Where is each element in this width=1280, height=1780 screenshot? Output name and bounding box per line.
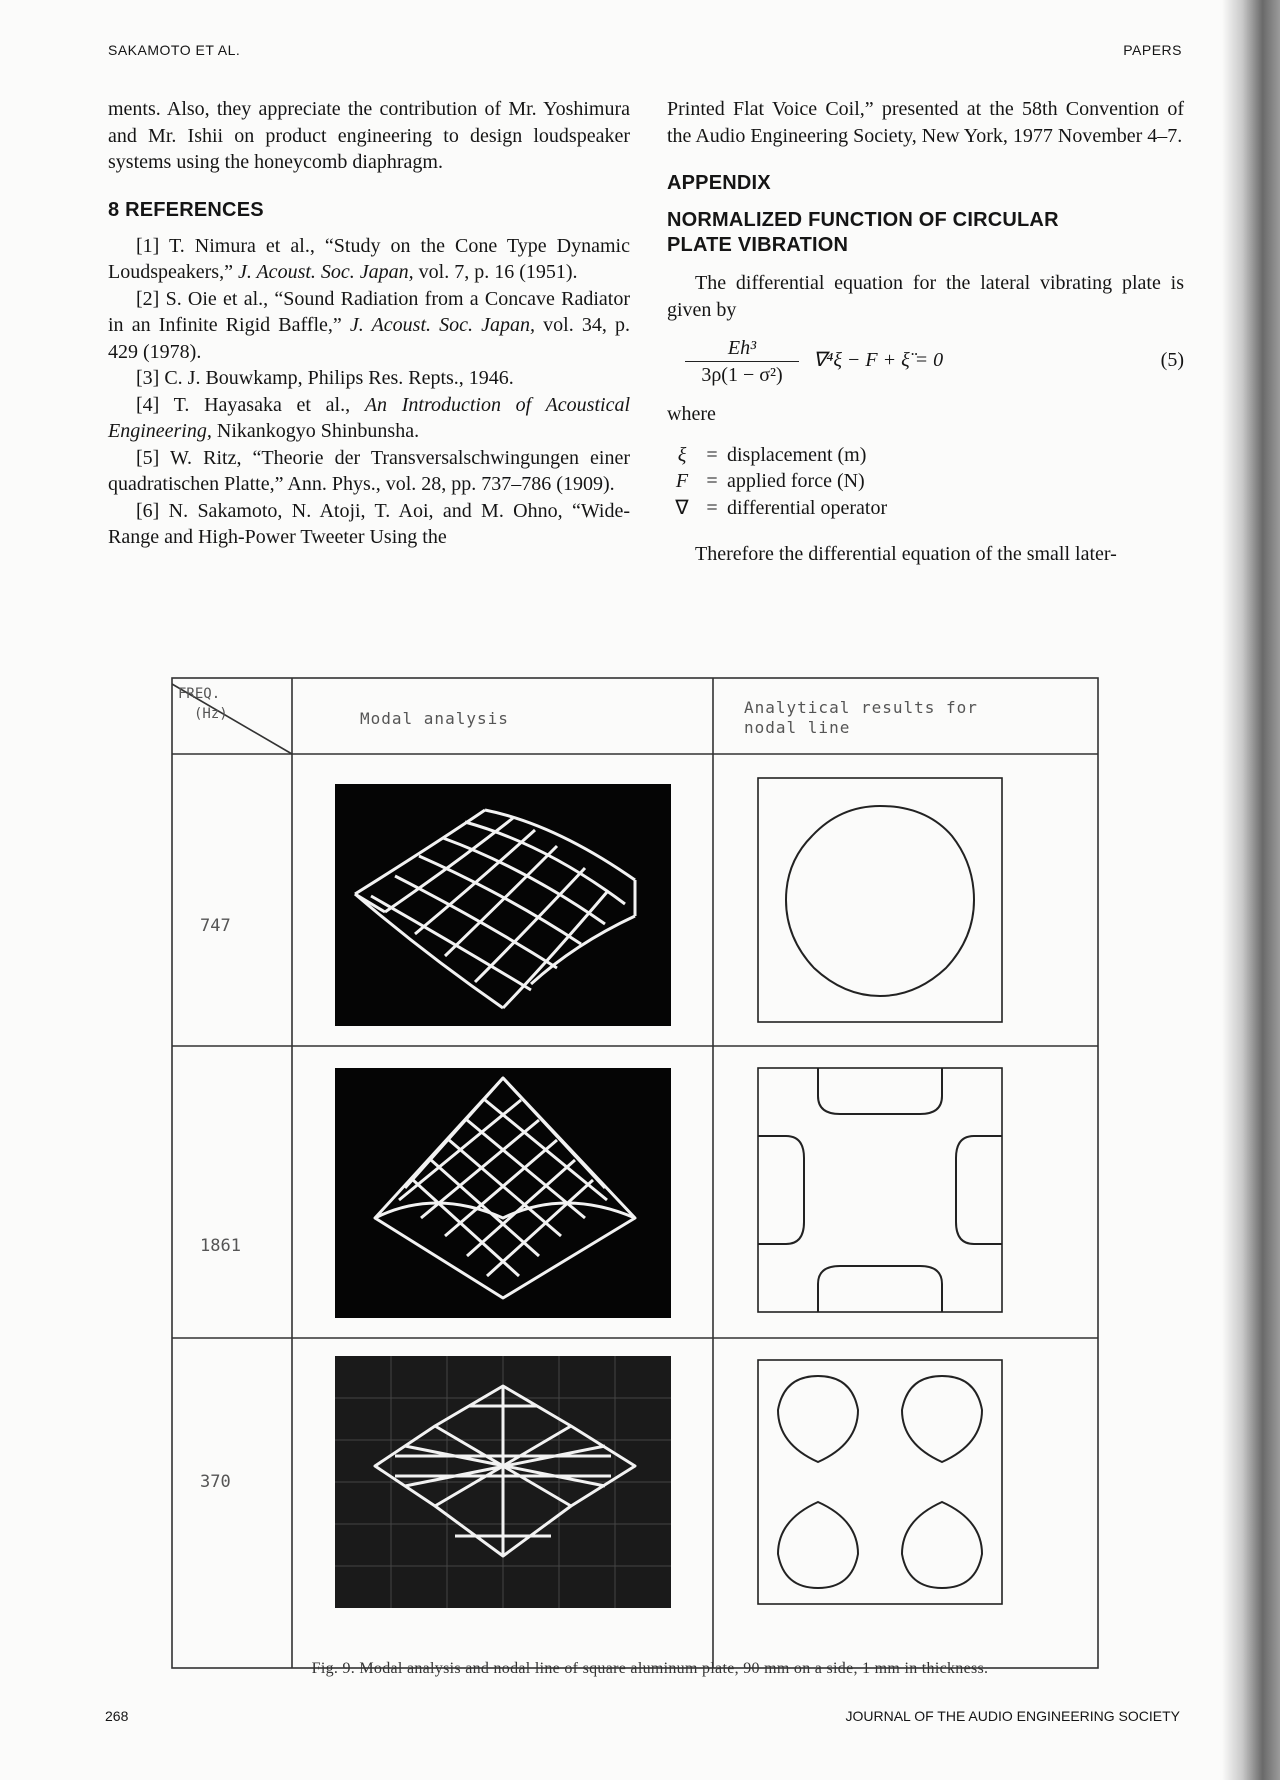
modal-analysis-header: Modal analysis <box>360 709 509 728</box>
definition-row <box>667 495 1184 522</box>
definition-row <box>667 442 1184 469</box>
freq-column-header: FREQ. <box>178 686 221 702</box>
definition-row <box>667 468 1184 495</box>
frequency-label: 370 <box>200 1472 231 1492</box>
reference-details: vol. 7, p. 16 (1951). <box>413 261 578 283</box>
freq-unit-header: (Hz) <box>194 706 228 722</box>
nodal-line-diagram-370 <box>756 1358 1006 1608</box>
reference-item <box>108 286 630 366</box>
equation-denominator: 3ρ(1 − σ²) <box>701 364 783 386</box>
symbol-definitions <box>667 442 1184 522</box>
frequency-label: 747 <box>200 916 231 936</box>
appendix-intro: The differential equation for the lateral vibrating plate is given by <box>667 272 1184 321</box>
equation-number: (5) <box>1160 349 1184 371</box>
reference-item <box>108 445 630 498</box>
reference-text: [3] C. J. Bouwkamp, Philips Res. Repts., 1946. <box>136 367 514 389</box>
running-header-section: PAPERS <box>1123 42 1182 58</box>
definition-text: applied force (N) <box>727 470 865 492</box>
reference-continuation: Printed Flat Voice Coil,” presented at the 58th Convention of the Audio Engineering Society, New York, 1977 November 4–7. <box>667 98 1184 147</box>
nodal-line-four-loops-image <box>756 1358 1006 1608</box>
mode-shape-dome-image <box>335 784 671 1026</box>
reference-item <box>108 498 630 551</box>
reference-book-title: An Introduction of Acoustical Engineering, <box>108 393 630 442</box>
figure-caption: Fig. 9. Modal analysis and nodal line of square aluminum plate, 90 mm on a side, 1 mm in thickness. <box>311 1660 989 1677</box>
reference-item <box>108 392 630 445</box>
reference-text: [1] T. Nimura et al., “Study on the Cone Type Dynamic Loudspeakers,” <box>108 234 630 283</box>
reference-text: [5] W. Ritz, “Theorie der Transversalschwingungen einer quadratischen Platte,” Ann. Phys., vol. 28, pp. 737–786 (1909). <box>108 446 630 495</box>
definition-symbol: F <box>675 470 689 492</box>
equation-numerator: Eh³ <box>727 337 757 359</box>
page-edge-shadow <box>1222 0 1280 1780</box>
definition-equals: = <box>706 443 718 466</box>
definition-symbol: ∇ <box>675 496 689 519</box>
reference-item <box>108 233 630 286</box>
nodal-line-cross-image <box>756 1066 1006 1316</box>
nodal-line-diagram-747 <box>756 776 1006 1026</box>
definition-text: displacement (m) <box>727 443 867 466</box>
definition-text: differential operator <box>727 496 888 519</box>
left-column <box>108 96 630 551</box>
reference-details: Nikankogyo Shinbunsha. <box>211 420 420 442</box>
mode-shape-saddle-image <box>335 1068 671 1318</box>
definition-symbol: ξ <box>677 443 687 466</box>
reference-text: [6] N. Sakamoto, N. Atoji, T. Aoi, and M. Ohno, “Wide-Range and High-Power Tweeter Using the <box>108 499 630 548</box>
analytical-header-line1: Analytical results for <box>744 698 978 717</box>
reference-text: [2] S. Oie et al., “Sound Radiation from a Concave Radiator in an Infinite Rigid Baffle,” <box>108 287 630 336</box>
equation-5 <box>667 335 1184 397</box>
nodal-line-circle-image <box>756 776 1006 1026</box>
closing-sentence: Therefore the differential equation of the small later- <box>695 543 1117 565</box>
running-header-authors: SAKAMOTO ET AL. <box>108 42 241 58</box>
definition-equals: = <box>706 496 718 519</box>
figure-9 <box>170 676 1100 1676</box>
acknowledgment-paragraph: ments. Also, they appreciate the contribution of Mr. Yoshimura and Mr. Ishii on product engineering to design loudspeaker systems using the honeycomb diaphragm. <box>108 98 630 173</box>
appendix-heading: APPENDIX <box>667 172 771 194</box>
appendix-subheading: NORMALIZED FUNCTION OF CIRCULAR PLATE VIBRATION <box>667 209 1059 256</box>
journal-name: JOURNAL OF THE AUDIO ENGINEERING SOCIETY <box>845 1708 1180 1724</box>
equation-fraction <box>685 335 799 389</box>
modal-photo-1861 <box>335 1068 671 1318</box>
reference-details: vol. 34, p. 429 (1978). <box>108 314 630 363</box>
where-label: where <box>667 403 716 425</box>
frequency-label: 1861 <box>200 1236 241 1256</box>
reference-item <box>108 365 630 392</box>
nodal-line-diagram-1861 <box>756 1066 1006 1316</box>
modal-photo-747 <box>335 784 671 1026</box>
definition-equals: = <box>706 470 718 492</box>
references-heading: 8 REFERENCES <box>108 198 264 221</box>
modal-photo-370 <box>335 1356 671 1608</box>
reference-journal: J. Acoust. Soc. Japan, <box>349 314 536 336</box>
reference-text: [4] T. Hayasaka et al., <box>136 393 365 416</box>
page-number: 268 <box>105 1708 129 1724</box>
equation-body: ∇⁴ξ − F + ξ̈ = 0 <box>813 349 944 371</box>
mode-shape-four-lobe-image <box>335 1356 671 1608</box>
analytical-header-line2: nodal line <box>744 718 851 737</box>
reference-journal: J. Acoust. Soc. Japan, <box>237 261 414 283</box>
right-column <box>667 96 1184 568</box>
